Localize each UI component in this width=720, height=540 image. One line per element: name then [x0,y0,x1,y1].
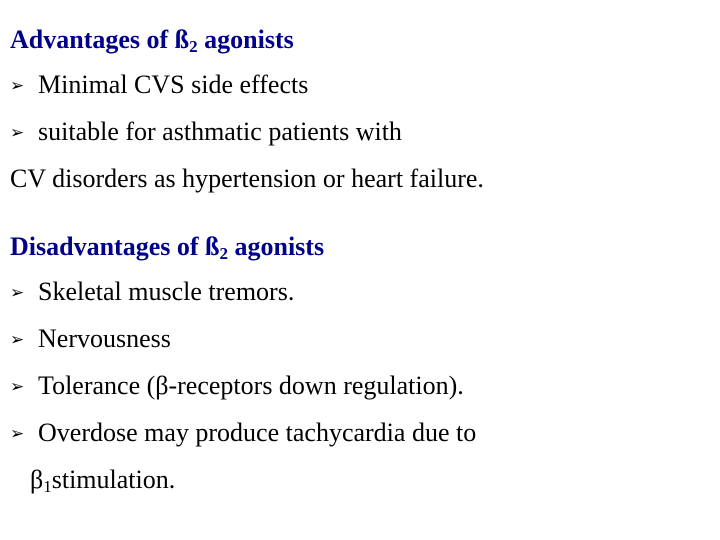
arrow-bullet-icon: ➢ [10,283,25,303]
arrow-bullet-icon: ➢ [10,123,25,143]
continuation-pre: β [30,465,44,494]
advantages-heading [10,18,710,62]
section-spacer [10,201,710,225]
disadvantages-heading-post: agonists [227,232,325,261]
disadvantage-item-text: Overdose may produce tachycardia due to [38,418,477,447]
disadvantage-item-text: Skeletal muscle tremors. [38,277,295,306]
continuation-post: stimulation. [51,465,176,494]
advantage-continuation: CV disorders as hypertension or heart failure. [10,164,484,193]
slide-content [10,18,710,502]
disadvantage-item-text: Tolerance (β-receptors down regulation). [38,371,464,400]
arrow-bullet-icon: ➢ [10,76,25,96]
advantages-heading-post: agonists [197,25,294,54]
disadvantage-item-text: Nervousness [38,324,171,353]
disadvantages-heading [10,225,710,269]
advantages-heading-subscript: 2 [189,37,198,56]
disadvantages-heading-pre: Disadvantages of ß [10,232,220,261]
disadvantage-item [10,363,710,410]
arrow-bullet-icon: ➢ [10,330,25,350]
advantages-heading-pre: Advantages of ß [10,25,190,54]
advantage-item [10,109,710,156]
disadvantage-item [10,410,710,457]
advantage-item [10,62,710,109]
disadvantage-item [10,269,710,316]
continuation-subscript: 1 [43,477,52,496]
arrow-bullet-icon: ➢ [10,424,25,444]
disadvantages-heading-subscript: 2 [219,244,228,263]
arrow-bullet-icon: ➢ [10,377,25,397]
advantage-item-text: Minimal CVS side effects [38,70,309,99]
disadvantage-item [10,316,710,363]
disadvantage-continuation [10,457,710,502]
advantage-item-text: suitable for asthmatic patients with [38,117,402,146]
